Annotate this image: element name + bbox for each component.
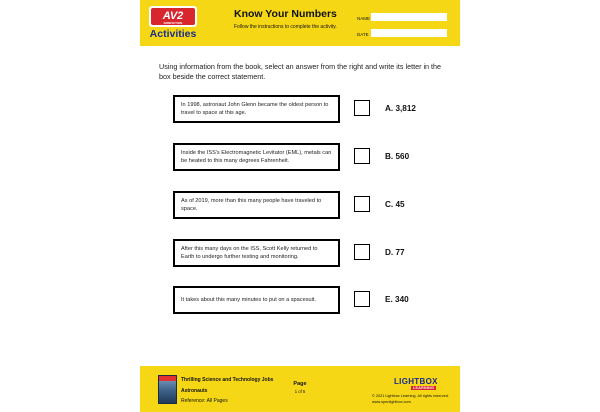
worksheet-footer (140, 366, 460, 412)
instructions-text: Using information from the book, select an answer from the right and write its letter in the box beside the correct statement. (159, 62, 442, 81)
answer-option-c: C. 45 (385, 200, 405, 209)
statement-1 (173, 95, 340, 123)
copyright-text: © 2021 Lightbox Learning. All rights reserved. (372, 394, 449, 398)
answer-box-1[interactable] (354, 100, 370, 116)
answer-option-b: B. 560 (385, 152, 410, 161)
book-title: Astronauts (181, 388, 208, 394)
statement-text: It takes about this many minutes to put on a spacesuit. (181, 297, 316, 303)
statement-2 (173, 143, 340, 171)
answer-option-e: E. 340 (385, 295, 409, 304)
statement-text: Inside the ISS's Electromagnetic Levitator (EML), metals can be heated to this many degrees Fahrenheit. (181, 150, 332, 164)
page-number: 1 of 5 (294, 389, 306, 394)
statement-text: In 1998, astronaut John Glenn became the oldest person to travel to space at this age. (181, 102, 329, 116)
book-cover-thumbnail (158, 375, 177, 404)
worksheet-page (140, 0, 460, 412)
av2-logo (149, 6, 197, 27)
statement-3 (173, 191, 340, 219)
series-title: Thrilling Science and Technology Jobs (181, 377, 274, 383)
page-label: Page (293, 381, 307, 387)
answer-option-a: A. 3,812 (385, 104, 416, 113)
statement-text: After this many days on the ISS, Scott Kelly returned to Earth to undergo further testing and monitoring. (181, 246, 318, 260)
date-label: DATE (357, 32, 369, 37)
name-field[interactable] (371, 13, 447, 21)
answer-box-4[interactable] (354, 244, 370, 260)
statement-text: As of 2019, more than this many people have traveled to space. (181, 198, 322, 212)
activities-label: Activities (149, 28, 197, 40)
statement-4 (173, 239, 340, 267)
answer-box-5[interactable] (354, 291, 370, 307)
page-subtitle: Follow the instructions to complete the activity. (234, 24, 337, 30)
worksheet-header (140, 0, 460, 46)
statement-5 (173, 286, 340, 314)
answer-box-3[interactable] (354, 196, 370, 212)
svg-text:AV2: AV2 (162, 10, 184, 22)
website-link[interactable]: www.openlightbox.com (372, 400, 411, 404)
svg-text:NONFICTION: NONFICTION (163, 21, 183, 25)
reference-text: Reference: All Pages (181, 398, 228, 404)
answer-box-2[interactable] (354, 148, 370, 164)
answer-option-d: D. 77 (385, 248, 405, 257)
lightbox-logo: LIGHTBOX (394, 377, 438, 386)
lightbox-learning-tag: LEARNING (413, 386, 435, 390)
page-title: Know Your Numbers (234, 8, 337, 20)
name-label: NAME (357, 16, 371, 21)
date-field[interactable] (371, 29, 447, 37)
